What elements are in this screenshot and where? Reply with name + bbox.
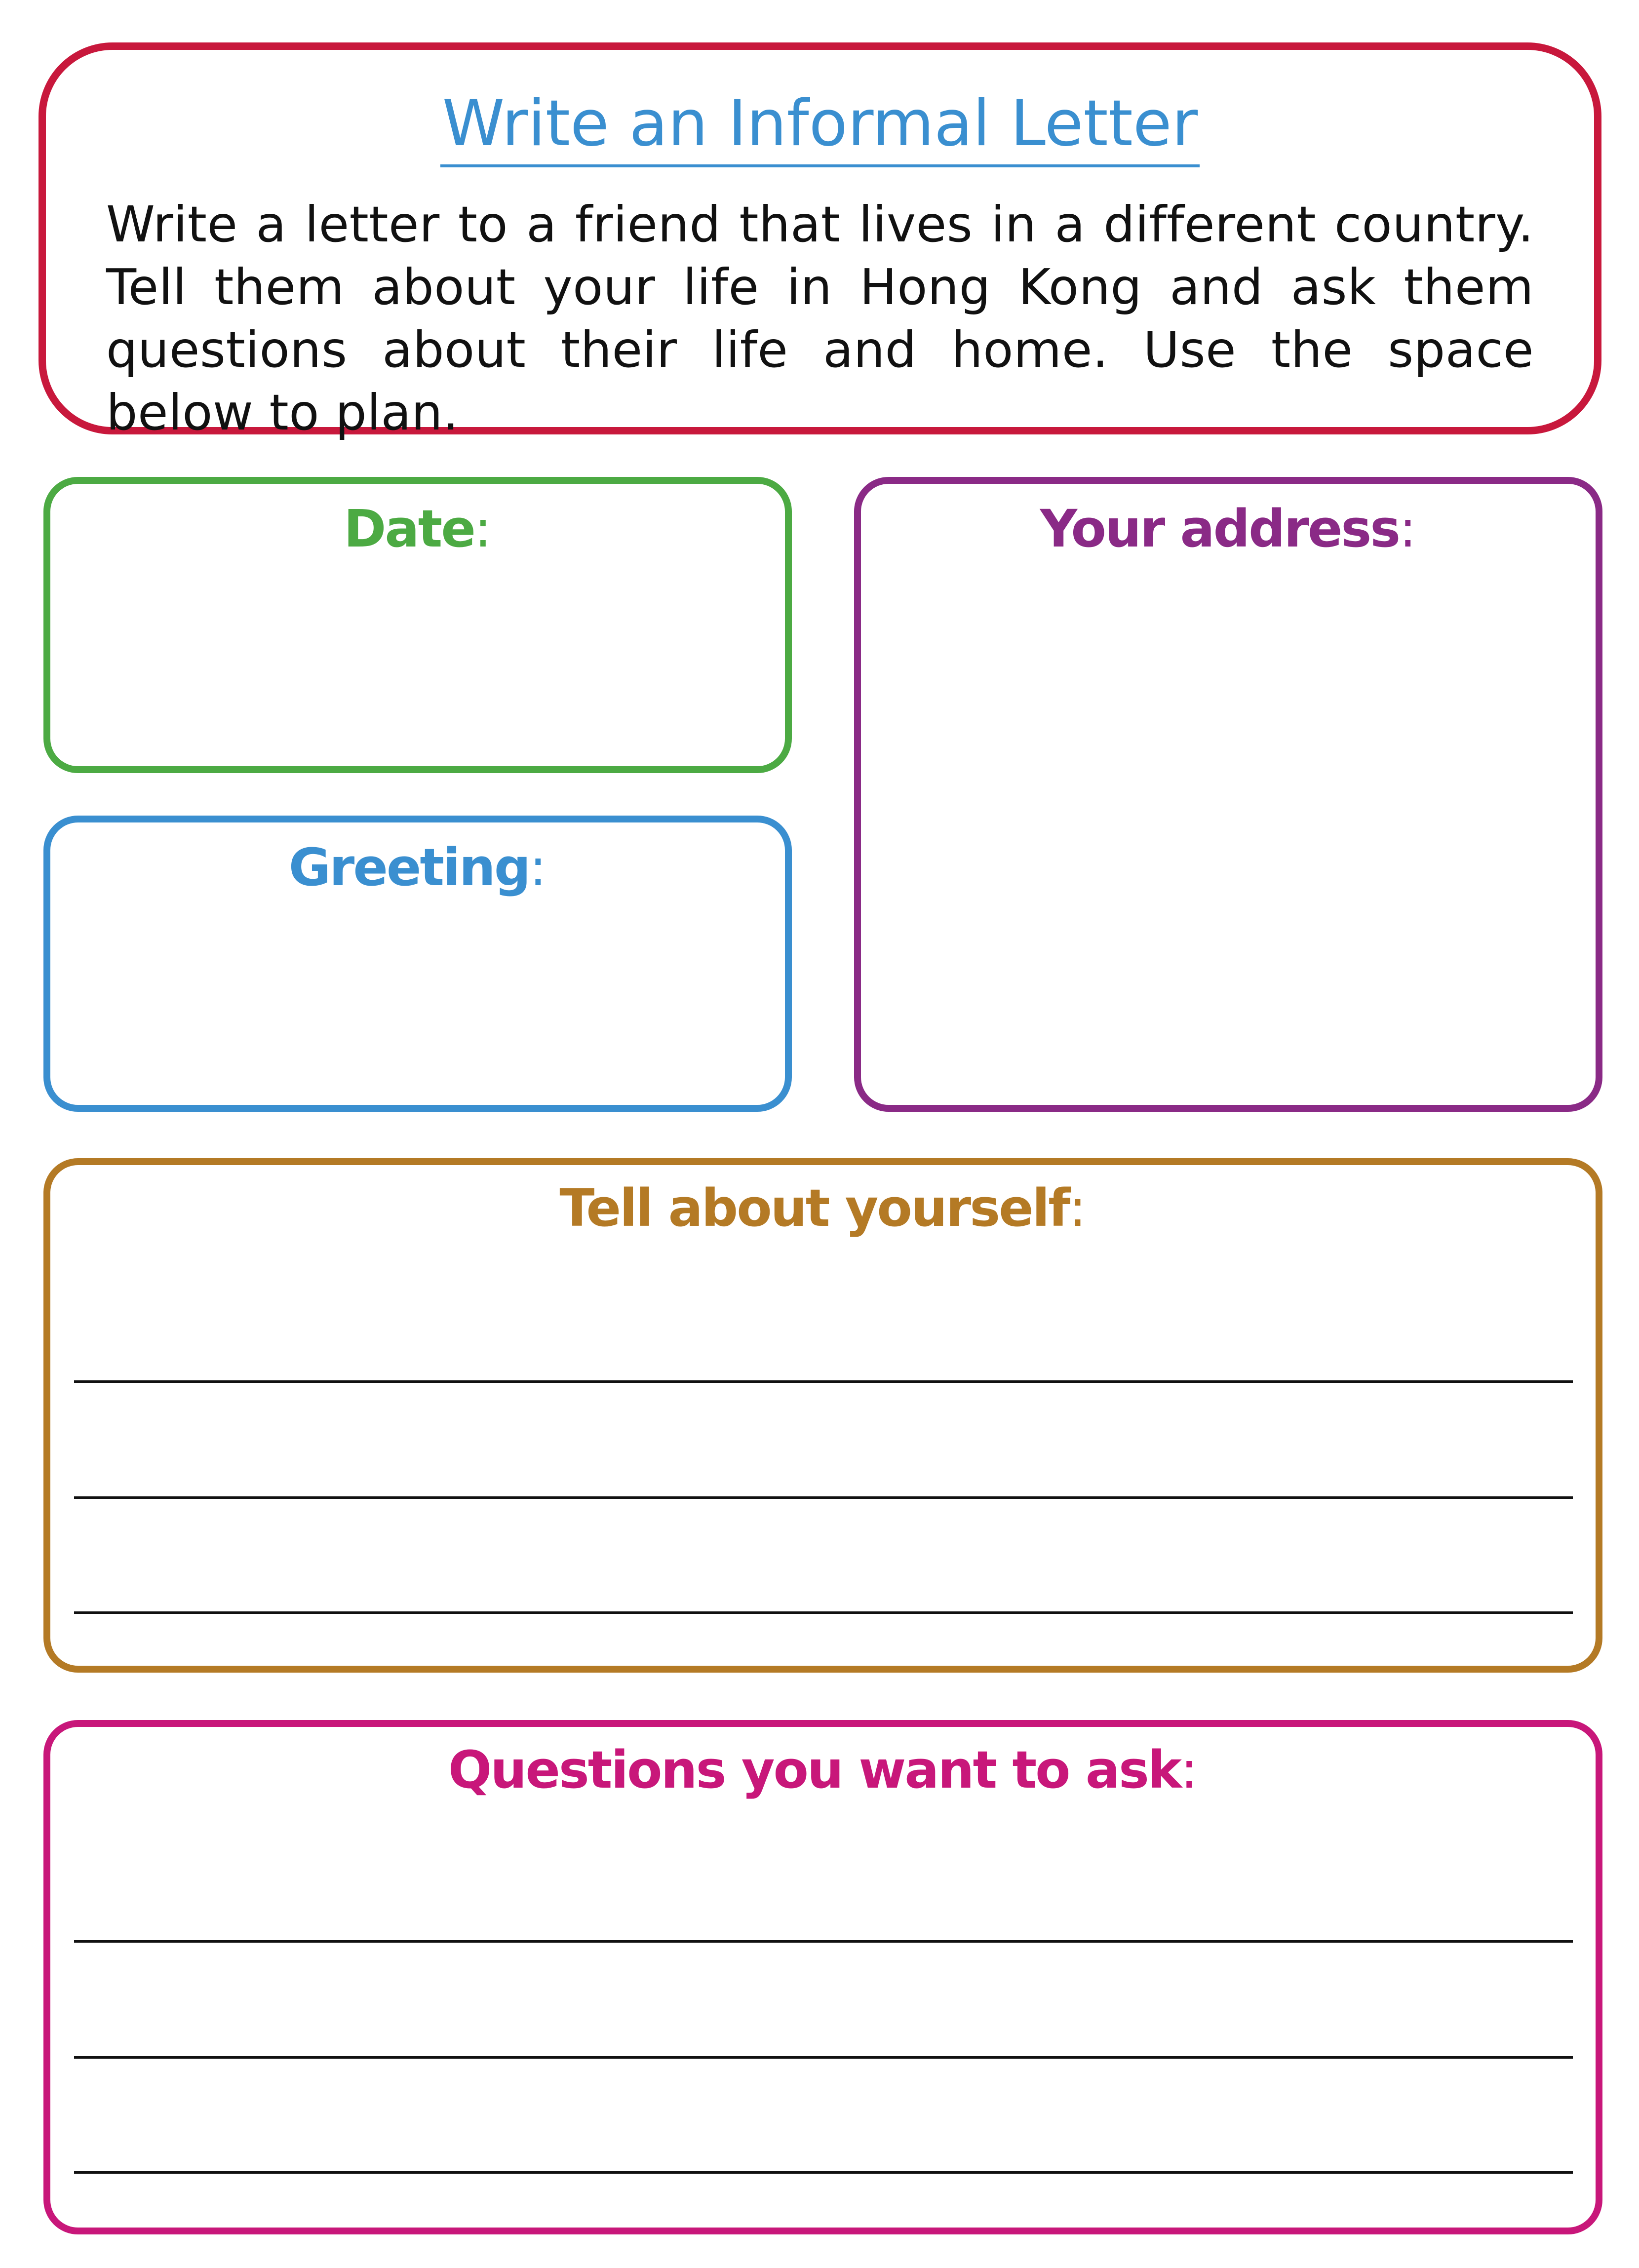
address-heading [861, 497, 1596, 561]
date-heading [50, 497, 785, 561]
questions-heading [50, 1738, 1596, 1802]
address-colon: : [1399, 499, 1417, 559]
writing-line[interactable] [74, 2171, 1573, 2174]
date-colon: : [474, 499, 492, 559]
writing-line[interactable] [74, 1940, 1573, 1943]
address-box[interactable] [854, 477, 1602, 1112]
writing-line[interactable] [74, 1380, 1573, 1383]
page-title [46, 84, 1594, 167]
date-box[interactable] [43, 477, 792, 773]
writing-line[interactable] [74, 1496, 1573, 1499]
instructions-text: Write a letter to a friend that lives in a different country. Tell them about your life in Hong Kong and ask them questions about their life and home. Use the space below to plan. [106, 196, 1534, 441]
writing-line[interactable] [74, 2056, 1573, 2059]
about-yourself-heading [50, 1176, 1596, 1240]
writing-line[interactable] [74, 1611, 1573, 1614]
address-label: Your address [1040, 499, 1400, 559]
greeting-box[interactable] [43, 816, 792, 1112]
questions-colon: : [1180, 1740, 1198, 1800]
about-yourself-label: Tell about yourself [559, 1178, 1069, 1238]
greeting-colon: : [529, 837, 547, 898]
greeting-heading [50, 835, 785, 899]
questions-label: Questions you want to ask [448, 1740, 1181, 1800]
date-label: Date [344, 499, 474, 559]
greeting-label: Greeting [288, 837, 530, 898]
about-yourself-box [43, 1158, 1602, 1673]
about-yourself-colon: : [1069, 1178, 1087, 1238]
page-title-text: Write an Informal Letter [440, 84, 1200, 167]
questions-box [43, 1720, 1602, 2234]
instructions-panel [39, 42, 1601, 441]
